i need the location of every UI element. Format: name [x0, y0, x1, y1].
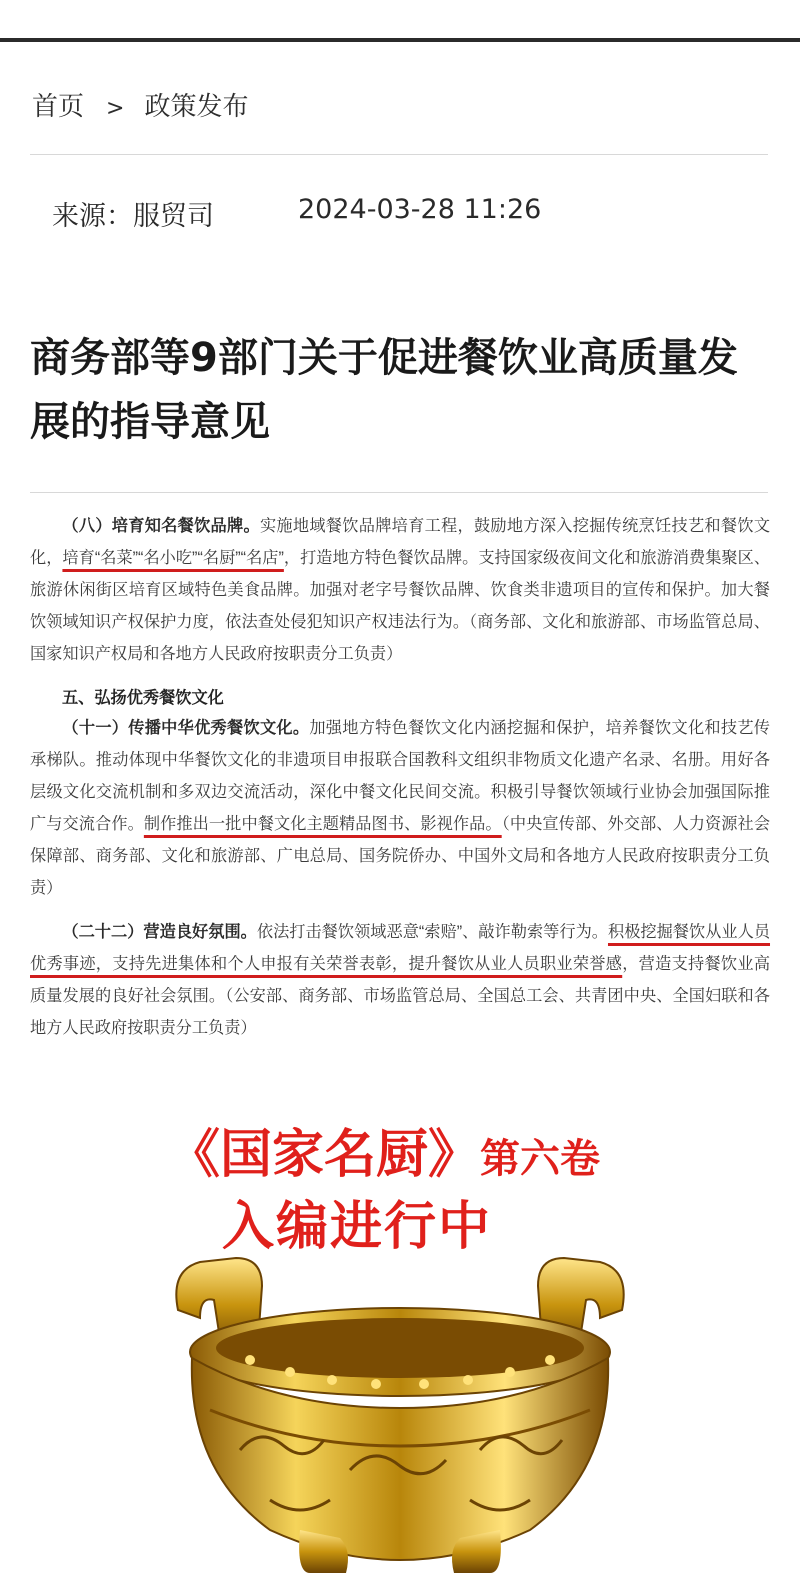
title-divider [30, 492, 768, 493]
paragraph-8-heading: （八）培育知名餐饮品牌。 [62, 516, 260, 535]
poster-book-title: 《国家名厨》 [168, 1124, 481, 1185]
paragraph-11-heading: （十一）传播中华优秀餐饮文化。 [62, 718, 310, 737]
breadcrumb-current[interactable]: 政策发布 [144, 92, 249, 122]
paragraph-22-text-b: ，营造支持餐饮业高质量发展的良好社会氛围。（公安部、商务部、市场监管总局、全国总工会、共青团中央、全国妇联和各地方人民政府按职责分工负责） [30, 955, 771, 1037]
paragraph-11-text-a: 加强地方特色餐饮文化内涵挖掘和保护，培养餐饮文化和技艺传承梯队。推动体现中华餐饮文化的非遗项目申报联合国教科文组织非物质文化遗产名录、名册。用好各层级文化交流机制和多双边交流活动，深化中餐文化民间交流。积极引导餐饮领域行业协会加强国际推广与交流合作。 [30, 719, 770, 833]
breadcrumb-separator: > [106, 96, 125, 121]
paragraph-8 [30, 510, 770, 670]
article-date: 2024-03-28 11:26 [298, 194, 542, 225]
promo-poster [0, 1090, 800, 1573]
paragraph-22-underlined: 积极挖掘餐饮从业人员优秀事迹，支持先进集体和个人申报有关荣誉表彰，提升餐饮从业人员职业荣誉感 [30, 923, 771, 973]
paragraph-8-underlined: 培育“名菜”“名小吃”“名厨”“名店” [62, 549, 284, 567]
spacer [30, 670, 770, 682]
spacer [30, 904, 770, 916]
section-5-heading: 五、弘扬优秀餐饮文化 [62, 689, 224, 707]
document-excerpt [30, 510, 770, 1044]
article-meta [52, 194, 542, 233]
paragraph-11-underlined: 制作推出一批中餐文化主题精品图书、影视作品。 [143, 815, 502, 833]
article-source: 来源：服贸司 [52, 201, 214, 232]
poster-volume: 第六卷 [480, 1135, 601, 1182]
breadcrumb-divider [30, 154, 768, 155]
paragraph-8-text-a: 实施地域餐饮品牌培育工程，鼓励地方深入挖掘传统烹饪技艺和餐饮文化， [30, 517, 771, 567]
breadcrumb [32, 86, 248, 123]
paragraph-8-text-b: ，打造地方特色餐饮品牌。支持国家级夜间文化和旅游消费集聚区、旅游休闲街区培育区域特色美食品牌。加强对老字号餐饮品牌、饮食类非遗项目的宣传和保护。加大餐饮领域知识产权保护力度，依法查处侵犯知识产权违法行为。（商务部、文化和旅游部、市场监管总局、国家知识产权局和各地方人民政府按职责分工负责） [30, 549, 771, 663]
poster-headline [168, 1112, 600, 1187]
paragraph-22-heading: （二十二）营造良好氛围。 [62, 922, 257, 941]
article-title: 商务部等9部门关于促进餐饮业高质量发展的指导意见 [30, 335, 738, 445]
breadcrumb-home-link[interactable]: 首页 [32, 92, 85, 122]
paragraph-11 [30, 712, 770, 904]
paragraph-11-text-b: （中央宣传部、外交部、人力资源社会保障部、商务部、文化和旅游部、广电总局、国务院侨办、中国外文局和各地方人民政府按职责分工负责） [30, 815, 771, 897]
paragraph-22 [30, 916, 770, 1044]
top-rule [0, 38, 800, 42]
poster-subheadline: 入编进行中 [222, 1196, 493, 1257]
paragraph-22-text-a: 依法打击餐饮领域恶意“索赔”、敲诈勒索等行为。 [256, 923, 608, 941]
